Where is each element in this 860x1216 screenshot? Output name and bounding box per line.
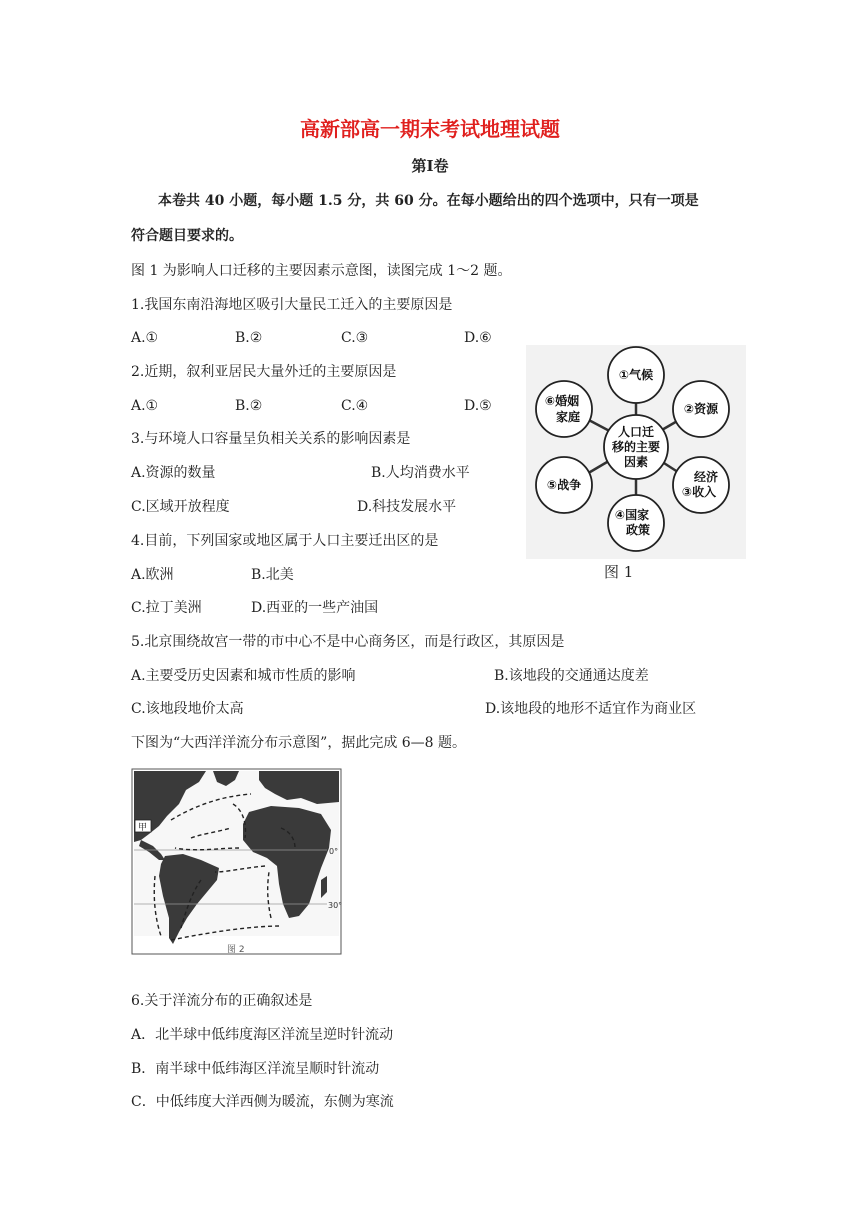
center-label-line-2: 移的主要: [611, 440, 661, 454]
question-4-option-a: A.欧洲: [131, 567, 174, 583]
question-4-option-b: B.北美: [251, 567, 294, 583]
question-5-stem: 5.北京围绕故宫一带的市中心不是中心商务区，而是行政区，其原因是: [131, 634, 565, 650]
question-6-stem: 6.关于洋流分布的正确叙述是: [131, 993, 313, 1009]
figure-2-atlantic-currents-map: [131, 768, 342, 955]
question-3-option-d: D.科技发展水平: [357, 499, 457, 515]
node-climate-label: ①气候: [618, 368, 654, 382]
figure-2-map: [131, 768, 342, 955]
figure-2-caption: 图 2: [227, 945, 245, 955]
question-4-option-c: C.拉丁美洲: [131, 600, 202, 616]
node-income-label-2: ③收入: [681, 485, 717, 499]
node-marriage-label-2: 家庭: [555, 410, 581, 424]
center-label-line-1: 人口迁: [617, 425, 655, 439]
node-marriage-label-1: ⑥婚姻: [544, 394, 580, 408]
question-5-option-d: D.该地段的地形不适宜作为商业区: [485, 701, 697, 717]
question-1-option-d: D.⑥: [464, 330, 492, 346]
question-6-option-c: C．中低纬度大洋西侧为暖流，东侧为寒流: [131, 1094, 394, 1110]
question-3-option-b: B.人均消费水平: [371, 465, 470, 481]
section-heading: 第Ⅰ卷: [411, 157, 449, 175]
document-title: 高新部高一期末考试地理试题: [300, 117, 560, 141]
instructions-line-2: 符合题目要求的。: [131, 228, 243, 244]
figure-1-caption: 图 1: [604, 563, 634, 581]
question-4-option-d: D.西亚的一些产油国: [251, 600, 379, 616]
question-3-stem: 3.与环境人口容量呈负相关关系的影响因素是: [131, 431, 411, 447]
node-war-label: ⑤战争: [546, 478, 582, 492]
question-1-option-a: A.①: [131, 330, 159, 346]
question-6-option-a: A．北半球中低纬度海区洋流呈逆时针流动: [131, 1027, 394, 1043]
intro-figure-2: 下图为“大西洋洋流分布示意图”，据此完成 6—8 题。: [131, 735, 467, 751]
node-resources-label: ②资源: [683, 402, 719, 416]
instructions-line-1: 本卷共 40 小题，每小题 1.5 分，共 60 分。在每小题给出的四个选项中，只有一项是: [158, 193, 699, 209]
figure-1-diagram: [526, 345, 746, 559]
figure-1-migration-factors: [526, 345, 746, 559]
question-4-stem: 4.目前，下列国家或地区属于人口主要迁出区的是: [131, 533, 439, 549]
question-3-option-c: C.区域开放程度: [131, 499, 230, 515]
question-6-option-b: B．南半球中低纬海区洋流呈顺时针流动: [131, 1061, 380, 1077]
question-5-option-a: A.主要受历史因素和城市性质的影响: [131, 668, 356, 684]
question-5-option-c: C.该地段地价太高: [131, 701, 244, 717]
node-marriage-circle: [536, 381, 592, 437]
question-1-stem: 1.我国东南沿海地区吸引大量民工迁入的主要原因是: [131, 297, 453, 313]
question-2-option-d: D.⑤: [464, 398, 492, 414]
node-policy-label-1: ④国家: [614, 508, 650, 522]
question-3-option-a: A.资源的数量: [131, 465, 216, 481]
node-policy-label-2: 政策: [625, 523, 651, 537]
question-2-option-b: B.②: [235, 398, 263, 414]
question-2-option-a: A.①: [131, 398, 159, 414]
latitude-label: 30°: [328, 901, 342, 910]
question-2-stem: 2.近期，叙利亚居民大量外迁的主要原因是: [131, 364, 397, 380]
intro-figure-1: 图 1 为影响人口迁移的主要因素示意图，读图完成 1～2 题。: [131, 263, 512, 279]
node-income-label-1: 经济: [693, 470, 719, 484]
question-5-option-b: B.该地段的交通通达度差: [494, 668, 649, 684]
center-label-line-3: 因素: [623, 455, 649, 469]
question-2-option-c: C.④: [341, 398, 369, 414]
equator-label: 0°: [329, 847, 339, 856]
label-jia: 甲: [138, 823, 148, 833]
question-1-option-c: C.③: [341, 330, 369, 346]
question-1-option-b: B.②: [235, 330, 263, 346]
